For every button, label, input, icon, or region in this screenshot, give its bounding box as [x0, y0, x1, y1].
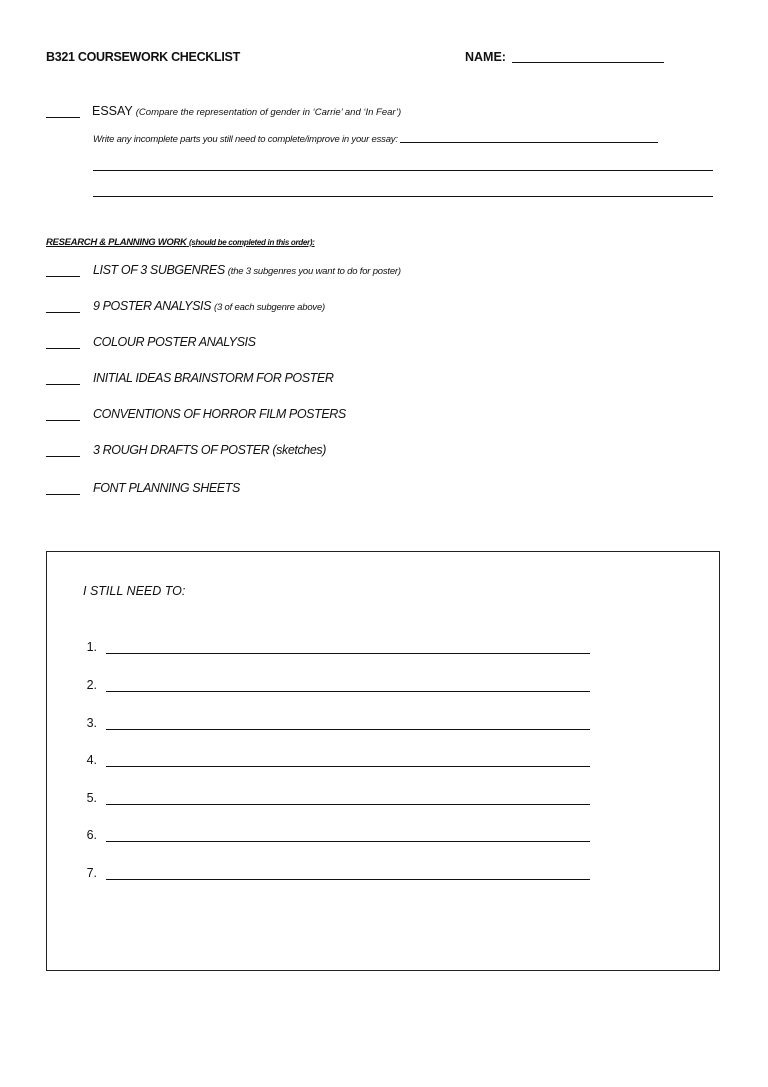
name-label: NAME:	[465, 50, 506, 64]
task-row	[46, 335, 256, 349]
task-note: (the 3 subgenres you want to do for poster)	[227, 266, 401, 277]
task-label: FONT PLANNING SHEETS	[93, 481, 240, 495]
todo-number: 2.	[86, 678, 97, 692]
todo-blank-line[interactable]	[106, 691, 590, 692]
task-row	[46, 407, 346, 421]
still-need-to-box	[46, 551, 720, 971]
essay-prompt-row	[93, 134, 658, 145]
essay-prompt: Write any incomplete parts you still need to complete/improve in your essay:	[93, 134, 398, 145]
todo-number: 1.	[86, 640, 97, 654]
essay-description: (Compare the representation of gender in ‘Carrie’ and ‘In Fear’)	[135, 107, 402, 118]
task-tick-blank[interactable]	[46, 384, 80, 385]
todo-item	[77, 791, 590, 805]
essay-tick-blank[interactable]	[46, 117, 80, 118]
todo-blank-line[interactable]	[106, 729, 590, 730]
still-need-to-title: I STILL NEED TO:	[83, 584, 186, 598]
task-label: COLOUR POSTER ANALYSIS	[93, 335, 256, 349]
task-tick-blank[interactable]	[46, 494, 80, 495]
todo-item	[77, 753, 590, 767]
todo-number: 5.	[86, 791, 97, 805]
task-label: INITIAL IDEAS BRAINSTORM FOR POSTER	[93, 371, 334, 385]
task-note: (3 of each subgenre above)	[214, 302, 326, 313]
task-label: 9 POSTER ANALYSIS	[93, 299, 212, 313]
page-title: B321 COURSEWORK CHECKLIST	[46, 50, 240, 64]
name-blank-line[interactable]	[512, 62, 664, 63]
todo-blank-line[interactable]	[106, 766, 590, 767]
todo-blank-line[interactable]	[106, 841, 590, 842]
research-heading-note: (should be completed in this order):	[188, 238, 315, 247]
todo-blank-line[interactable]	[106, 879, 590, 880]
todo-blank-line[interactable]	[106, 804, 590, 805]
task-tick-blank[interactable]	[46, 420, 80, 421]
todo-number: 4.	[86, 753, 97, 767]
todo-item	[77, 716, 590, 730]
todo-number: 3.	[86, 716, 97, 730]
todo-item	[77, 866, 590, 880]
todo-number: 6.	[86, 828, 97, 842]
essay-row	[46, 104, 401, 118]
research-heading	[46, 237, 315, 248]
todo-blank-line[interactable]	[106, 653, 590, 654]
task-tick-blank[interactable]	[46, 456, 80, 457]
task-label: LIST OF 3 SUBGENRES	[93, 263, 225, 277]
task-tick-blank[interactable]	[46, 276, 80, 277]
essay-writing-line-1[interactable]	[93, 170, 713, 171]
name-field[interactable]	[465, 50, 664, 64]
todo-number: 7.	[86, 866, 97, 880]
task-tick-blank[interactable]	[46, 312, 80, 313]
todo-item	[77, 678, 590, 692]
task-row	[46, 299, 325, 313]
task-label: 3 ROUGH DRAFTS OF POSTER (sketches)	[93, 443, 327, 457]
todo-item	[77, 828, 590, 842]
task-row	[46, 263, 401, 277]
essay-label: ESSAY	[92, 104, 133, 118]
research-heading-text: RESEARCH & PLANNING WORK	[46, 237, 187, 248]
todo-item	[77, 640, 590, 654]
task-label: CONVENTIONS OF HORROR FILM POSTERS	[93, 407, 346, 421]
task-row	[46, 481, 240, 495]
essay-writing-line-2[interactable]	[93, 196, 713, 197]
essay-prompt-blank[interactable]	[400, 142, 658, 143]
task-row	[46, 371, 333, 385]
task-row	[46, 443, 326, 457]
task-tick-blank[interactable]	[46, 348, 80, 349]
